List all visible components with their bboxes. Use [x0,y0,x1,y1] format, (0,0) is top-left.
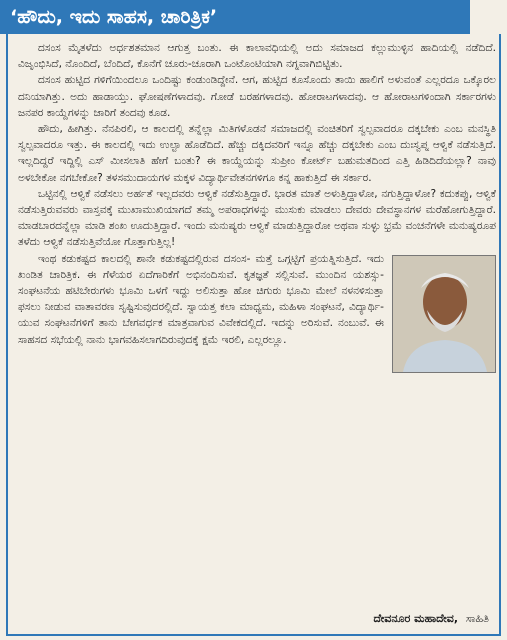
article-headline: ‘ಹೌದು, ಇದು ಸಾಹಸ, ಚಾರಿತ್ರಿಕ’ [0,0,470,34]
paragraph: ದಸಂಸ ಹುಟ್ಟಿದ ಗಳಿಗೆಯಿಂದಲೂ ಒಂದಿಷ್ಟು ಕಂಡುಂಡಿದ್ದೇನೆ. ಆಗ, ಹುಟ್ಟಿದ ಕೂಸೊಂದು ತಾಯಿ ಹಾಲಿಗೆ ಅಳುವಂತೆ ಎಲ್ಲರದೂ ಒಕ್ಕೊರಲ ದನಿಯಾಗಿತ್ತು. ಅದು ಹಾಡಾಯ್ತು. ಘೋಷಣೆಗಳಾದವು. ಗೋಡೆ ಬರಹಗಳಾದವು. ಹೋರಾಟಗಳಾದವು. ಆ ಹೋರಾಟಗಳಿಂದಾಗಿ ಸರ್ಕಾರಗಳು ಜನಪರ ಕಾಯ್ದೆಗಳನ್ನು ಜಾರಿಗೆ ತಂದವು ಕೂಡ. [18,74,496,119]
author-signature [374,612,489,626]
author-photo [392,255,496,373]
article-body [18,40,496,375]
author-name: ದೇವನೂರ ಮಹಾದೇವ, [373,612,459,625]
paragraph: ಇಂಥ ಕಡುಕಷ್ಟದ ಕಾಲದಲ್ಲಿ ಶಾನೇ ಕಡುಕಷ್ಟದಲ್ಲಿರುವ ದಸಂಸ- ಮತ್ತೆ ಒಗ್ಗಟ್ಟಿಗೆ ಪ್ರಯತ್ನಿಸುತ್ತಿದೆ. ಇದು ಖಂಡಿತ ಚಾರಿತ್ರಿಕ. ಈ ಗೆಳೆಯರ ಏದೆಗಾರಿಕೆಗೆ ಅಭಿನಂದಿಸುವೆ. ಕೃತಜ್ಞತೆ ಸಲ್ಲಿಸುವೆ. ಮುಂದಿನ ಯಶಸ್ಸು-ಸಂಘಟನೆಯ ಹಟಿಬೇರುಗಳು ಭೂಮಿ ಒಳಗೆ ಇದ್ದು ಅಲಿಸುತ್ತಾ ಹೋ ಚಿಗುರು ಭೂಮಿ ಮೇಲೆ ನಳನಳಿಸುತ್ತಾ ಫಸಲು ನೀಡುವ ವಾತಾವರಣ ಸೃಷ್ಟಿಸುವುದರಲ್ಲಿದೆ. ಸ್ವಾಯತ್ತ ಕಲಾ ಮಾಧ್ಯಮ, ಮಹಿಳಾ ಸಂಘಟನೆ, ವಿದ್ಯಾರ್ಥಿ-ಯುವ ಸಂಘಟನೆಗಳಿಗೆ ತಾನು ಬೇಗವರ್ಧಕ ಮಾತ್ರವಾಗುವ ವಿವೇಕದಲ್ಲಿದೆ. ಇದನ್ನು ಅರಿಸುವೆ. ನಂಬುವೆ. ಈ ಸಾಹಸದ ಸಭೆಯಲ್ಲಿ ನಾನು ಭಾಗವಹಿಸಲಾಗದಿರುವುದಕ್ಕೆ ಕ್ಷಮೆ ಇರಲಿ, ಎಲ್ಲರಲ್ಲೂ. [18,252,384,346]
author-role: ಸಾಹಿತಿ [465,612,489,625]
header-spacer [470,0,507,34]
paragraph: ದಸಂಸ ಮೈತಳೆದು ಅರ್ಧಶತಮಾನ ಆಗುತ್ತ ಬಂತು. ಈ ಕಾಲಾವಧಿಯಲ್ಲಿ ಅದು ಸಮಾಜದ ಕಲ್ಲುಮುಳ್ಳಿನ ಹಾದಿಯಲ್ಲಿ ನಡೆದಿದೆ. ವಿಜೃಂಭಿಸಿದೆ, ನೊಂದಿದೆ, ಬೆಂದಿದೆ, ಕೊನೆಗೆ ಚೂರು-ಚೂರಾಗಿ ಒಂಟೊಂಟಿಯಾಗಿ ನಗ್ನವಾಗಿಬಿಟ್ಟಿತು. [18,42,496,71]
paragraph: ಒಟ್ಟಿನಲ್ಲಿ ಆಳ್ವಿಕೆ ನಡೆಸಲು ಅರ್ಹತೆ ಇಲ್ಲದವರು ಆಳ್ವಿಕೆ ನಡೆಸುತ್ತಿದ್ದಾರೆ. ಭಾರತ ಮಾತೆ ಅಳುತ್ತಿದ್ದಾಳೋ, ನಗುತ್ತಿದ್ದಾಳೋ? ಕದುಕಪ್ಪು, ಆಳ್ವಿಕೆ ನಡೆಸುತ್ತಿರುವವರು ವಾಸ್ತವಕ್ಕೆ ಮುಖಾಮುಖಿಯಾಗದೆ ತಮ್ಮ ಅಪರಾಧಗಳನ್ನು ಮುಸುಕು ಮಾಡಲು ದೇವರು ದೇವಸ್ಥಾನಗಳ ಮರೆಹೋಗುತ್ತಿದ್ದಾರೆ. ಮಾಡಬಾರದನ್ನೆಲ್ಲಾ ಮಾಡಿ ಶಂಖ ಊದುತ್ತಿದ್ದಾರೆ. ಇಂದು ಮನುಷ್ಯರು ಆಳ್ವಿಕೆ ಮಾಡುತ್ತಿದ್ದಾರೋ ಅಥವಾ ಸುಳ್ಳು ಭ್ರಮೆ ವಂಚನೆಗಳೇ ಮನುಷ್ಯರೂಪ ತಳೆದು ಆಳ್ವಿಕೆ ನಡೆಸುತ್ತಿವೆಯೋ ಗೊತ್ತಾಗುತ್ತಿಲ್ಲ! [18,187,496,249]
paragraph: ಹೌದು, ಹೀಗಿತ್ತು. ನೆನಪಿರಲಿ, ಆ ಕಾಲದಲ್ಲಿ ತನ್ನೆಲ್ಲಾ ಮಿತಿಗಳೊಡನೆ ಸಮಾಜದಲ್ಲಿ ವಂಚಿತರಿಗೆ ಸ್ವಲ್ಪವಾದರೂ ದಕ್ಕಬೇಕು ಎಂಬ ಮನಸ್ಥಿತಿ ಸ್ವಲ್ಪವಾದರೂ ಇತ್ತು. ಈ ಕಾಲದಲ್ಲಿ ಇದು ಉಲ್ಟಾ ಹೊಡೆದಿದೆ. ಹೆಚ್ಚು ದಕ್ಕಿದವರಿಗೆ ಇನ್ನೂ ಹೆಚ್ಚು ದಕ್ಕಬೇಕು ಎಂಬ ದುಃಸ್ವಪ್ನ ಆಳ್ವಿಕೆ ನಡೆಸುತ್ತಿದೆ. ಇಲ್ಲದಿದ್ದರೆ ಇದ್ದಿಲ್ಲಿ ಎಸ್ ಮೀಸಲಾತಿ ಹೇಗೆ ಬಂತು? ಈ ಕಾಯ್ದೆಯನ್ನು ಸುಪ್ರೀಂ ಕೋರ್ಟ್ ಬಹುಮತದಿಂದ ಎತ್ತಿ ಹಿಡಿದಿದೆಯಲ್ಲಾ? ನಾವು ಅಳಬೇಕೋ ನಗಬೇಕೋ? ತಳಸಮುದಾಯಗಳ ಮಕ್ಕಳ ವಿದ್ಯಾರ್ಥಿವೇತನಗಳಿಗೂ ಕನ್ನ ಹಾಕುತ್ತಿದೆ ಈ ಸರ್ಕಾರ. [18,123,496,184]
